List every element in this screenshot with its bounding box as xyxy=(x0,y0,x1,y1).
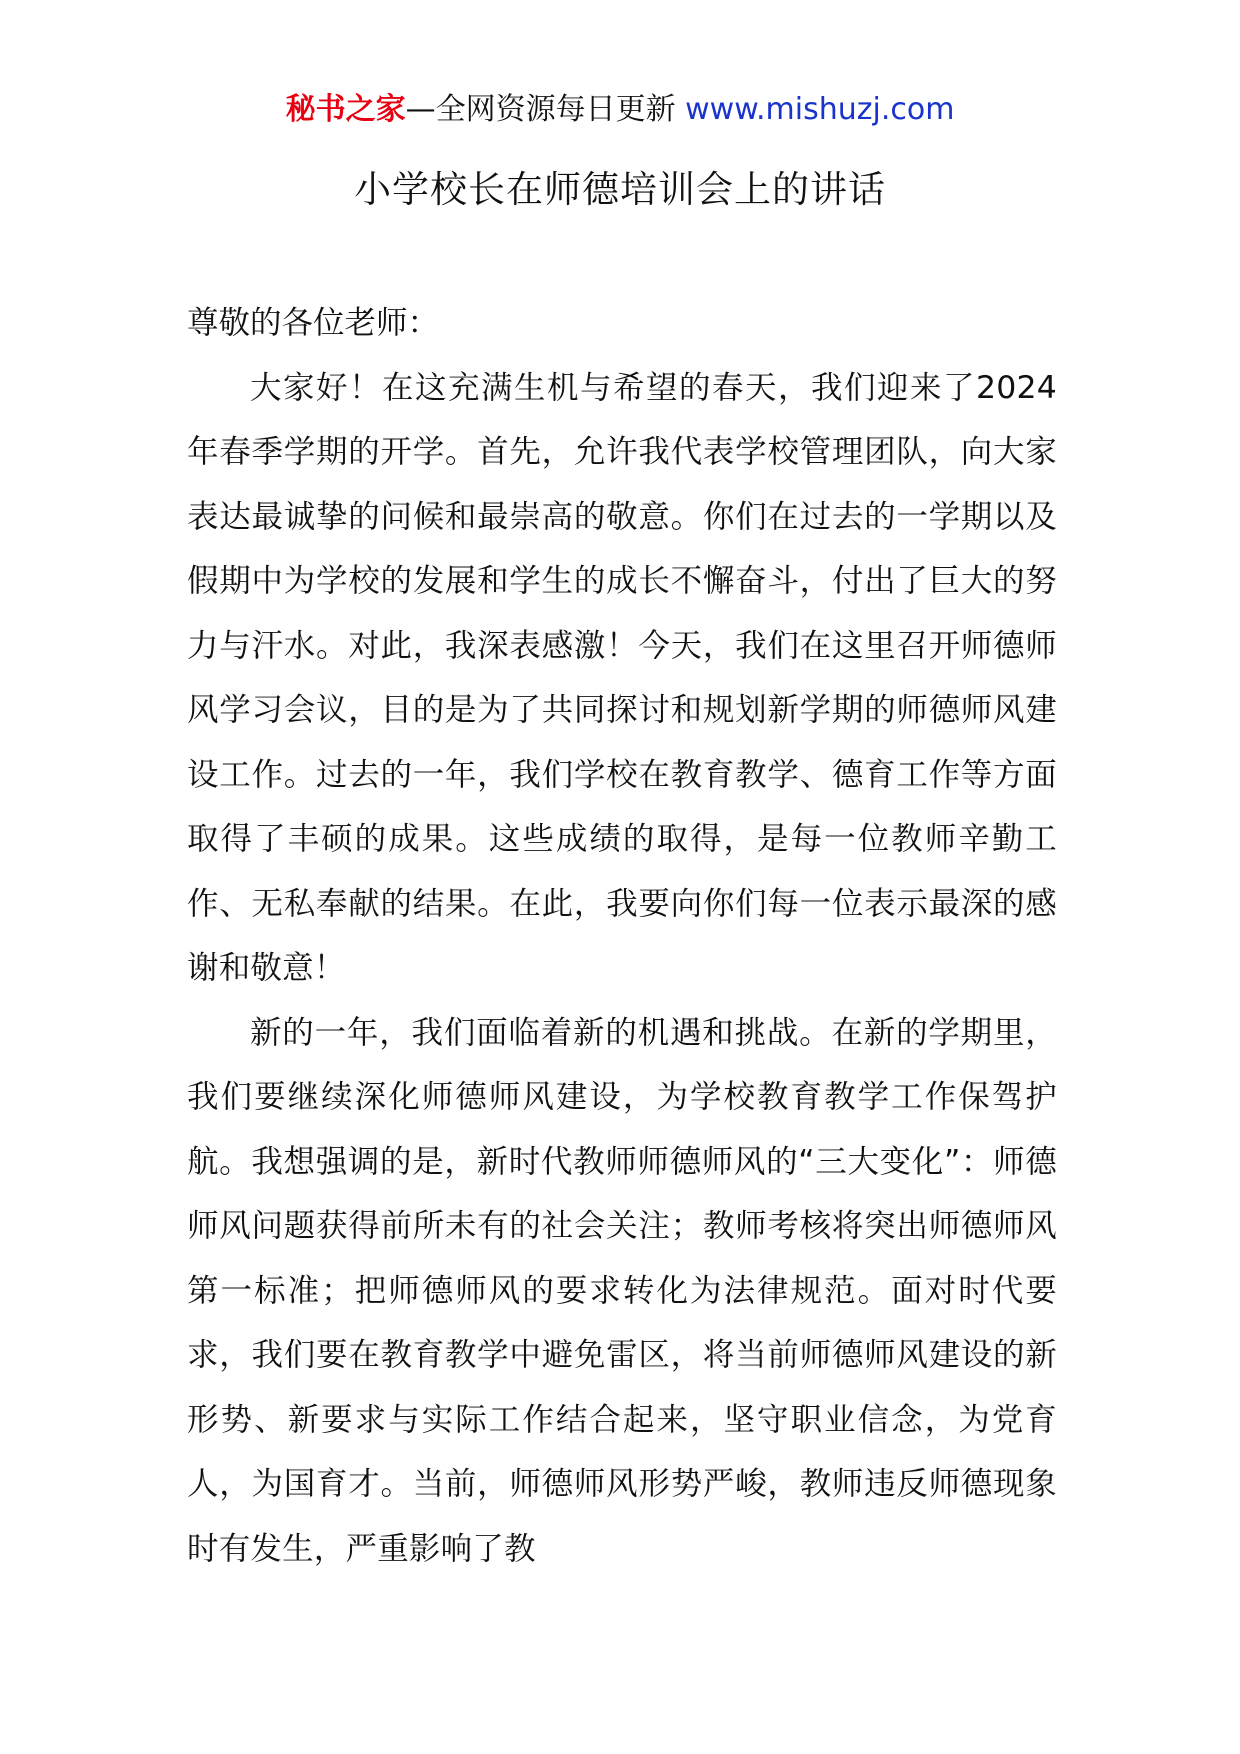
body-paragraph-1: 大家好！在这充满生机与希望的春天，我们迎来了2024年春季学期的开学。首先，允许我代表学校管理团队，向大家表达最诚挚的问候和最崇高的敬意。你们在过去的一学期以及假期中为学校的发展和学生的成长不懈奋斗，付出了巨大的努力与汗水。对此，我深表感激！今天，我们在这里召开师德师风学习会议，目的是为了共同探讨和规划新学期的师德师风建设工作。过去的一年，我们学校在教育教学、德育工作等方面取得了丰硕的成果。这些成绩的取得，是每一位教师辛勤工作、无私奉献的结果。在此，我要向你们每一位表示最深的感谢和敬意！ xyxy=(187,369,1057,986)
site-url-link[interactable]: www.mishuzj.com xyxy=(685,92,955,127)
salutation: 尊敬的各位老师： xyxy=(187,305,440,341)
site-header xyxy=(0,90,1240,130)
header-tagline: —全网资源每日更新 xyxy=(405,92,676,127)
document-body xyxy=(187,291,1057,1581)
brand-name: 秘书之家 xyxy=(285,92,406,127)
document-title: 小学校长在师德培训会上的讲话 xyxy=(354,168,886,211)
body-paragraph-2: 新的一年，我们面临着新的机遇和挑战。在新的学期里，我们要继续深化师德师风建设，为学校教育教学工作保驾护航。我想强调的是，新时代教师师德师风的“三大变化”：师德师风问题获得前所未有的社会关注；教师考核将突出师德师风第一标准；把师德师风的要求转化为法律规范。面对时代要求，我们要在教育教学中避免雷区，将当前师德师风建设的新形势、新要求与实际工作结合起来，坚守职业信念，为党育人，为国育才。当前，师德师风形势严峻，教师违反师德现象时有发生，严重影响了教 xyxy=(187,1014,1057,1567)
